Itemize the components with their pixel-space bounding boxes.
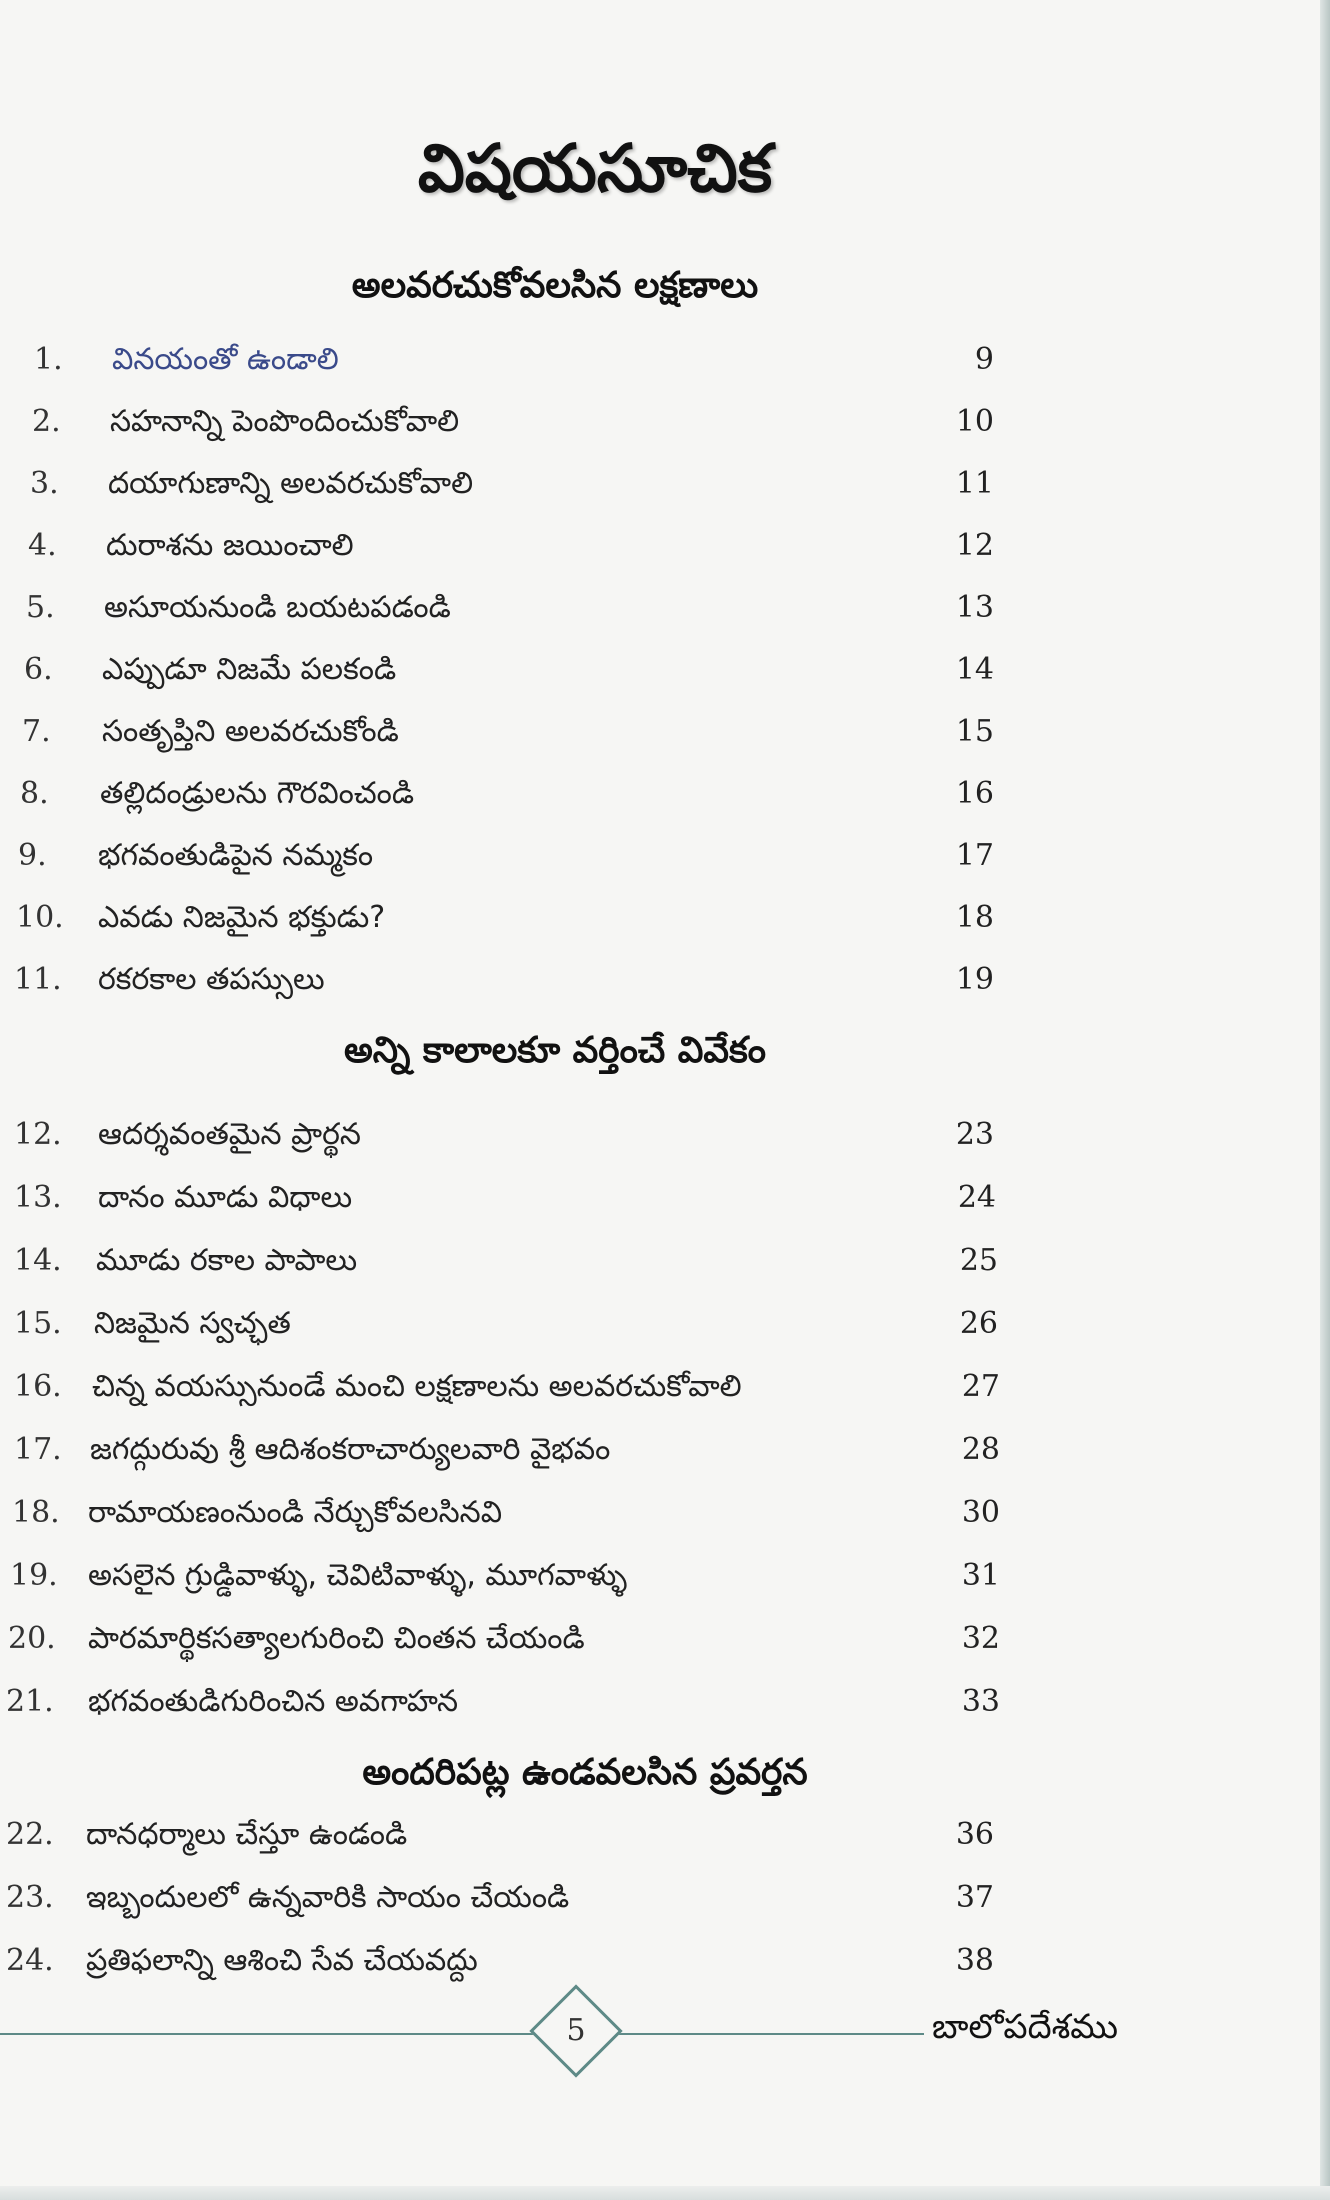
entry-number: 7. xyxy=(22,714,51,749)
entry-page: 15 xyxy=(955,714,994,749)
entry-number: 5. xyxy=(26,590,55,625)
entry-page: 28 xyxy=(961,1432,1000,1467)
entry-number: 24. xyxy=(6,1943,54,1978)
entry-number: 18. xyxy=(12,1495,60,1530)
entry-title: రామాయణంనుండి నేర్చుకోవలసినవి xyxy=(88,1495,503,1530)
page-edge-shadow xyxy=(1320,0,1330,2200)
entry-number: 21. xyxy=(6,1684,54,1719)
toc-entry xyxy=(14,1362,1000,1412)
page-title: విషయసూచిక xyxy=(417,130,773,207)
toc-entry xyxy=(26,583,994,633)
toc-entry xyxy=(8,1614,1000,1664)
entry-title: ప్రతిఫలాన్ని ఆశించి సేవ చేయవద్దు xyxy=(86,1943,478,1978)
entry-number: 19. xyxy=(10,1558,58,1593)
entry-title: పారమార్థికసత్యాలగురించి చింతన చేయండి xyxy=(88,1621,585,1656)
toc-entry xyxy=(16,893,994,943)
entry-page: 27 xyxy=(961,1369,1000,1404)
entry-title: అసలైన గ్రుడ్డివాళ్ళు, చెవిటివాళ్ళు, మూగవాళ్ళు xyxy=(88,1558,628,1593)
entry-title: దురాశను జయించాలి xyxy=(106,528,354,563)
section-heading-2: అన్ని కాలాలకూ వర్తించే వివేకం xyxy=(343,1030,766,1071)
entry-number: 6. xyxy=(24,652,53,687)
entry-page: 19 xyxy=(955,962,994,997)
toc-entry xyxy=(6,1677,1000,1727)
footer-rule-right xyxy=(612,2033,924,2035)
entry-title: భగవంతుడిపైన నమ్మకం xyxy=(98,838,374,873)
entry-page: 16 xyxy=(955,776,994,811)
entry-page: 33 xyxy=(961,1684,1000,1719)
entry-number: 11. xyxy=(14,962,62,997)
entry-number: 15. xyxy=(14,1306,62,1341)
entry-page: 18 xyxy=(955,900,994,935)
entry-page: 17 xyxy=(955,838,994,873)
page-footer xyxy=(0,1985,1330,2085)
entry-page: 36 xyxy=(955,1817,994,1852)
entry-title: ఎవడు నిజమైన భక్తుడు? xyxy=(98,900,386,935)
entry-page: 23 xyxy=(955,1117,994,1152)
toc-entry xyxy=(28,521,994,571)
footer-rule-left xyxy=(0,2033,535,2035)
entry-number: 22. xyxy=(6,1817,54,1852)
entry-title: జగద్గురువు శ్రీ ఆదిశంకరాచార్యులవారి వైభవం xyxy=(90,1432,611,1467)
entry-title: తల్లిదండ్రులను గౌరవించండి xyxy=(100,776,415,811)
entry-number: 9. xyxy=(18,838,47,873)
entry-title: వినయంతో ఉండాలి xyxy=(112,342,339,377)
page-bottom-edge xyxy=(0,2186,1330,2200)
toc-entry xyxy=(14,1425,1000,1475)
entry-title: చిన్న వయస్సునుండే మంచి లక్షణాలను అలవరచుకోవాలి xyxy=(92,1369,742,1404)
entry-page: 31 xyxy=(961,1558,1000,1593)
entry-page: 14 xyxy=(955,652,994,687)
toc-entry xyxy=(6,1936,994,1986)
entry-title: ఆదర్శవంతమైన ప్రార్థన xyxy=(98,1117,361,1152)
entry-number: 16. xyxy=(14,1369,62,1404)
section-heading-1: అలవరచుకోవలసిన లక్షణాలు xyxy=(351,265,759,306)
entry-page: 13 xyxy=(955,590,994,625)
toc-entry xyxy=(14,1236,998,1286)
entry-title: దానం మూడు విధాలు xyxy=(98,1180,353,1215)
toc-entry xyxy=(30,459,994,509)
toc-entry xyxy=(34,335,994,385)
entry-number: 23. xyxy=(6,1880,54,1915)
entry-number: 1. xyxy=(34,342,63,377)
toc-entry xyxy=(20,769,994,819)
entry-title: నిజమైన స్వచ్ఛత xyxy=(94,1306,291,1341)
entry-number: 3. xyxy=(30,466,59,501)
entry-number: 14. xyxy=(14,1243,62,1278)
entry-page: 9 xyxy=(974,342,994,377)
entry-page: 12 xyxy=(955,528,994,563)
entry-title: సహనాన్ని పెంపొందించుకోవాలి xyxy=(110,404,460,439)
section-heading-3: అందరిపట్ల ఉండవలసిన ప్రవర్తన xyxy=(362,1752,808,1793)
entry-title: సంతృప్తిని అలవరచుకోండి xyxy=(102,714,399,749)
toc-entry xyxy=(10,1551,1000,1601)
entry-number: 10. xyxy=(16,900,64,935)
entry-number: 17. xyxy=(14,1432,62,1467)
footer-book-title: బాలోపదేశము xyxy=(932,2007,1119,2047)
toc-entry xyxy=(32,397,992,447)
entry-page: 37 xyxy=(955,1880,994,1915)
entry-page: 25 xyxy=(959,1243,998,1278)
toc-entry xyxy=(14,1299,998,1349)
entry-title: ఎప్పుడూ నిజమే పలకండి xyxy=(102,652,397,687)
entry-title: అసూయనుండి బయటపడండి xyxy=(104,590,451,625)
entry-title: భగవంతుడిగురించిన అవగాహన xyxy=(88,1684,459,1719)
toc-entry xyxy=(24,645,994,695)
entry-number: 8. xyxy=(20,776,49,811)
entry-page: 30 xyxy=(961,1495,1000,1530)
entry-page: 38 xyxy=(955,1943,994,1978)
entry-number: 2. xyxy=(32,404,61,439)
entry-title: దయాగుణాన్ని అలవరచుకోవాలి xyxy=(108,466,474,501)
toc-entry xyxy=(14,1173,996,1223)
entry-title: మూడు రకాల పాపాలు xyxy=(96,1243,358,1278)
toc-entry xyxy=(14,1110,994,1160)
footer-page-number: 5 xyxy=(566,2013,586,2048)
entry-page: 11 xyxy=(955,466,994,501)
toc-entry xyxy=(18,831,994,881)
entry-page: 26 xyxy=(959,1306,998,1341)
entry-title: దానధర్మాలు చేస్తూ ఉండండి xyxy=(86,1817,408,1852)
toc-entry xyxy=(14,955,994,1005)
entry-number: 4. xyxy=(28,528,57,563)
toc-entry xyxy=(6,1810,994,1860)
entry-title: రకరకాల తపస్సులు xyxy=(98,962,325,997)
entry-page: 32 xyxy=(961,1621,1000,1656)
entry-title: ఇబ్బందులలో ఉన్నవారికి సాయం చేయండి xyxy=(86,1880,570,1915)
toc-entry xyxy=(12,1488,1000,1538)
toc-entry xyxy=(6,1873,994,1923)
toc-entry xyxy=(22,707,994,757)
entry-number: 13. xyxy=(14,1180,62,1215)
entry-page: 24 xyxy=(957,1180,996,1215)
entry-number: 20. xyxy=(8,1621,56,1656)
entry-page: 10 xyxy=(955,404,994,439)
entry-number: 12. xyxy=(14,1117,62,1152)
